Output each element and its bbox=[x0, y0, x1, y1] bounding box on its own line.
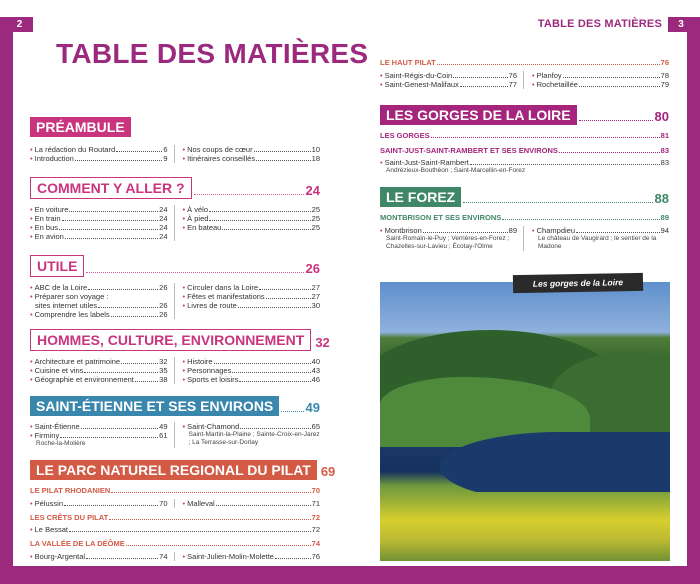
toc-entry[interactable]: • Géographie et environnement 38 bbox=[30, 375, 168, 384]
toc-entry[interactable]: • En bus 24 bbox=[30, 223, 168, 232]
page-number-left: 2 bbox=[0, 17, 33, 32]
toc-entry[interactable]: • Livres de route 30 bbox=[182, 301, 320, 310]
subsection-deome[interactable]: LA VALLÉE DE LA DÉÔME 74 bbox=[30, 539, 320, 548]
toc-subentry: Saint-Romain-le-Puy ; Verrières-en-Forez ; Chazelles-sur-Lavieu ; Écotay-l'Olme bbox=[386, 235, 510, 250]
toc-entry[interactable]: • Saint-Régis-du-Coin 76 bbox=[380, 71, 517, 80]
toc-entry[interactable]: • Nos coups de cœur 10 bbox=[182, 145, 320, 154]
toc-subentry: Roche-la-Molière bbox=[36, 440, 86, 447]
toc-entry[interactable]: • Champdieu 94 bbox=[532, 226, 669, 235]
section-title[interactable]: HOMMES, CULTURE, ENVIRONNEMENT bbox=[30, 329, 311, 351]
toc-entry[interactable]: • Fêtes et manifestations 27 bbox=[182, 292, 320, 301]
section-title[interactable]: SAINT-ÉTIENNE ET SES ENVIRONS bbox=[30, 396, 279, 416]
toc-subentry: Saint-Martin-la-Plaine ; Sainte-Croix-en-Jarez ; La Terrasse-sur-Dorlay bbox=[188, 431, 320, 446]
section-title[interactable]: LES GORGES DE LA LOIRE bbox=[380, 105, 577, 125]
toc-entry[interactable]: • Le Bessat 72 bbox=[30, 525, 320, 534]
right-page-frame bbox=[687, 17, 700, 584]
toc-entry[interactable]: • En voiture 24 bbox=[30, 205, 168, 214]
left-page-frame bbox=[0, 17, 13, 584]
section-title[interactable]: COMMENT Y ALLER ? bbox=[30, 177, 192, 199]
subsection-haut-pilat[interactable]: LE HAUT PILAT 76 bbox=[380, 58, 669, 67]
toc-entry[interactable]: • Bourg-Argental 74 bbox=[30, 552, 168, 561]
section-title[interactable]: PRÉAMBULE bbox=[30, 117, 131, 137]
page-number-right: 3 bbox=[668, 17, 700, 32]
section-title[interactable]: LE PARC NATUREL REGIONAL DU PILAT bbox=[30, 460, 317, 480]
toc-entry[interactable]: • Personnages 43 bbox=[182, 366, 320, 375]
photo-loire-gorges bbox=[380, 282, 670, 561]
toc-entry[interactable]: • Saint-Just-Saint-Rambert 83 bbox=[380, 158, 669, 167]
toc-entry[interactable]: • Montbrison 89 bbox=[380, 226, 517, 235]
section-page: 80 bbox=[654, 109, 669, 124]
toc-entry[interactable]: • Histoire 40 bbox=[182, 357, 320, 366]
toc-subentry: Le château de Vaugirard ; le sentier de la Madone bbox=[538, 235, 657, 250]
section-page: 32 bbox=[315, 335, 330, 350]
toc-entry[interactable]: • À vélo 25 bbox=[182, 205, 320, 214]
section-page: 49 bbox=[305, 400, 320, 415]
section-page: 26 bbox=[305, 261, 320, 276]
toc-entry[interactable]: • Cuisine et vins 35 bbox=[30, 366, 168, 375]
toc-entry[interactable]: • Introduction 9 bbox=[30, 154, 168, 163]
right-column bbox=[380, 56, 669, 261]
left-column bbox=[30, 115, 336, 571]
section-saint-etienne bbox=[30, 394, 320, 448]
toc-entry[interactable]: • En train 24 bbox=[30, 214, 168, 223]
toc-entry[interactable]: • Saint-Genest-Malifaux 77 bbox=[380, 80, 517, 89]
section-gorges bbox=[380, 103, 669, 175]
toc-entry[interactable]: • La rédaction du Routard 6 bbox=[30, 145, 168, 154]
toc-subentry: Andrézieux-Bouthéon ; Saint-Marcellin-en-Forez bbox=[386, 167, 526, 174]
subsection-montbrison[interactable]: MONTBRISON ET SES ENVIRONS 89 bbox=[380, 213, 669, 222]
toc-entry[interactable]: • Itinéraires conseillés 18 bbox=[182, 154, 320, 163]
photo-caption: Les gorges de la Loire bbox=[513, 273, 643, 293]
section-comment-y-aller bbox=[30, 177, 320, 241]
toc-entry[interactable]: • Malleval 71 bbox=[182, 499, 320, 508]
toc-entry[interactable]: • Architecture et patrimoine 32 bbox=[30, 357, 168, 366]
subsection-rhodanien[interactable]: LE PILAT RHODANIEN 70 bbox=[30, 486, 320, 495]
toc-entry[interactable]: • ABC de la Loire 26 bbox=[30, 283, 168, 292]
toc-entry[interactable]: sites internet utiles 26 bbox=[35, 301, 168, 310]
section-preambule bbox=[30, 115, 320, 163]
toc-entry[interactable]: • Comprendre les labels 26 bbox=[30, 310, 168, 319]
section-page: 24 bbox=[305, 183, 320, 198]
section-page: 88 bbox=[654, 191, 669, 206]
subsection-les-gorges[interactable]: LES GORGES 81 bbox=[380, 131, 669, 140]
section-title[interactable]: LE FOREZ bbox=[380, 187, 461, 207]
toc-entry[interactable]: • Rochetaillée 79 bbox=[532, 80, 669, 89]
section-forez bbox=[380, 185, 669, 251]
toc-entry[interactable]: • En avion 24 bbox=[30, 232, 168, 241]
section-pilat bbox=[30, 458, 336, 561]
subsection-cretes[interactable]: LES CRÊTS DU PILAT 72 bbox=[30, 513, 320, 522]
section-page: 69 bbox=[320, 464, 336, 479]
subsection-saint-just[interactable]: SAINT-JUST-SAINT-RAMBERT ET SES ENVIRONS 83 bbox=[380, 146, 669, 155]
running-head: TABLE DES MATIÈRES bbox=[537, 18, 662, 30]
toc-entry[interactable]: • Pélussin 70 bbox=[30, 499, 168, 508]
section-title[interactable]: UTILE bbox=[30, 255, 84, 277]
toc-entry[interactable]: • Saint-Chamond 65 bbox=[182, 422, 320, 431]
section-hommes bbox=[30, 329, 330, 384]
toc-entry[interactable]: • Préparer son voyage : bbox=[30, 292, 109, 301]
toc-entry[interactable]: • Planfoy 78 bbox=[532, 71, 669, 80]
page-title: TABLE DES MATIÈRES bbox=[56, 38, 369, 69]
toc-entry[interactable]: • Sports et loisirs 46 bbox=[182, 375, 320, 384]
photo-credit: © GUIZIOU Franck / hemis.fr bbox=[372, 462, 378, 540]
toc-entry[interactable]: • Circuler dans la Loire 27 bbox=[182, 283, 320, 292]
toc-entry[interactable]: • En bateau 25 bbox=[182, 223, 320, 232]
toc-entry[interactable]: • Firminy 61 bbox=[30, 431, 168, 440]
toc-entry[interactable]: • À pied 25 bbox=[182, 214, 320, 223]
section-utile bbox=[30, 255, 320, 319]
toc-entry[interactable]: • Saint-Étienne 49 bbox=[30, 422, 168, 431]
toc-entry[interactable]: • Saint-Julien-Molin-Molette 76 bbox=[182, 552, 320, 561]
